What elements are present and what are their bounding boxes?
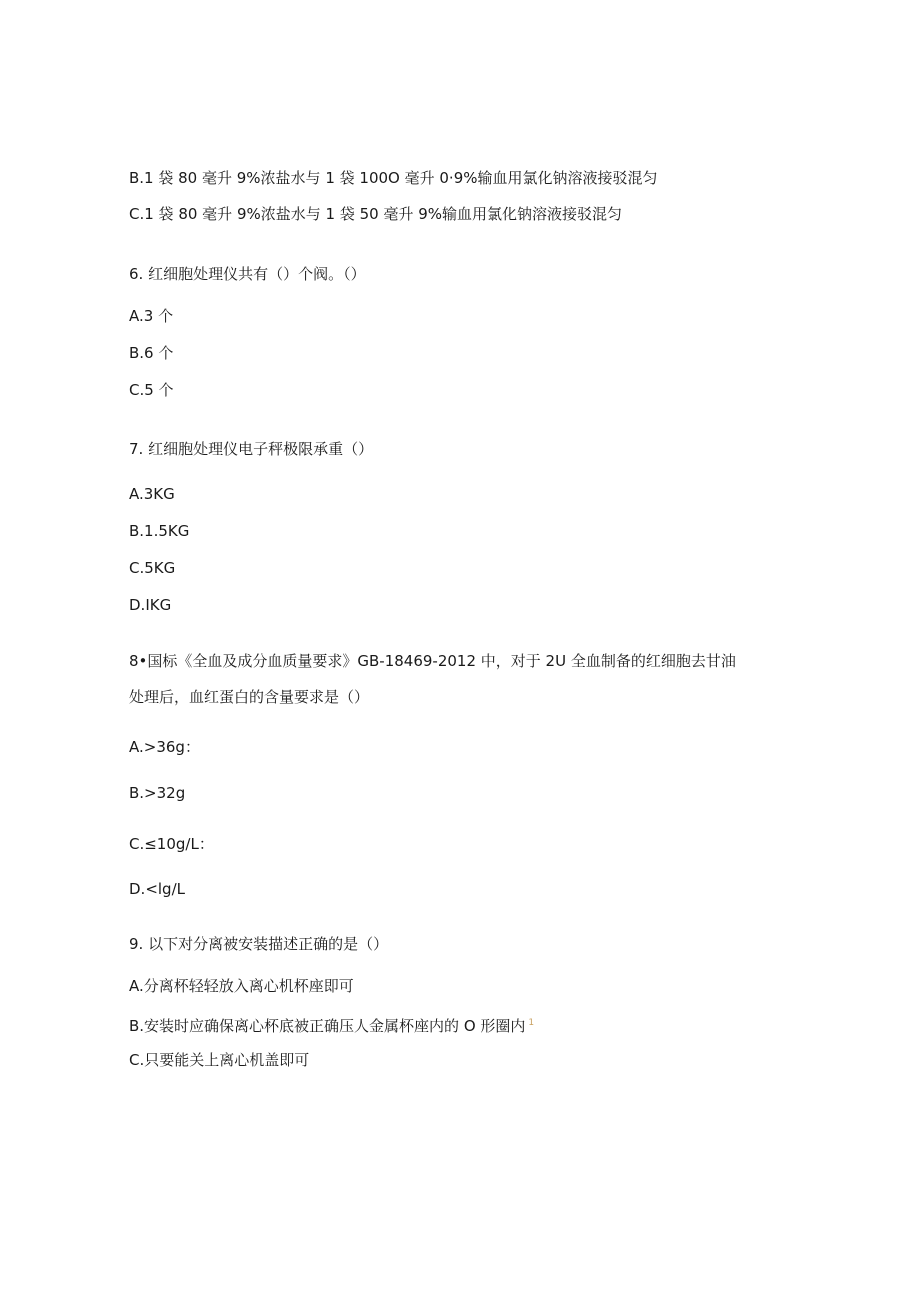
option-a-q9: A.分离杯轻轻放入离心机杯座即可 <box>129 977 354 995</box>
option-c-q7: C.5KG <box>129 559 176 577</box>
option-b-q5: B.1 袋 80 毫升 9%浓盐水与 1 袋 100O 毫升 0·9%输血用氯化钠溶液接驳混匀 <box>129 169 658 187</box>
question-8-line-2: 处理后，血红蛋白的含量要求是（） <box>129 688 370 706</box>
option-b-q9-text: B.安装时应确保离心杯底被正确压人金属杯座内的 O 形圈内 <box>129 1017 526 1035</box>
option-c-q5: C.1 袋 80 毫升 9%浓盐水与 1 袋 50 毫升 9%输血用氯化钠溶液接驳混匀 <box>129 205 623 223</box>
question-7: 7. 红细胞处理仪电子秤极限承重（） <box>129 440 374 458</box>
option-a-q6: A.3 个 <box>129 307 174 325</box>
option-b-q6: B.6 个 <box>129 344 174 362</box>
question-6: 6. 红细胞处理仪共有（）个阀。（） <box>129 265 366 283</box>
option-d-q8: D.<lg∕L <box>129 880 185 898</box>
option-b-q9 <box>129 1013 534 1036</box>
option-b-q7: B.1.5KG <box>129 522 190 540</box>
option-a-q8: A.>36g： <box>129 738 200 756</box>
option-c-q9: C.只要能关上离心机盖即可 <box>129 1051 310 1069</box>
footnote-mark: 1 <box>528 1018 535 1028</box>
option-a-q7: A.3KG <box>129 485 175 503</box>
option-d-q7: D.IKG <box>129 596 172 614</box>
option-c-q6: C.5 个 <box>129 381 174 399</box>
option-c-q8: C.≤10g∕L： <box>129 835 214 853</box>
option-b-q8: B.>32g <box>129 784 186 802</box>
question-9: 9. 以下对分离被安装描述正确的是（） <box>129 935 389 953</box>
question-8-line-1: 8•国标《全血及成分血质量要求》GB-18469-2012 中，对于 2U 全血制备的红细胞去甘油 <box>129 652 736 670</box>
